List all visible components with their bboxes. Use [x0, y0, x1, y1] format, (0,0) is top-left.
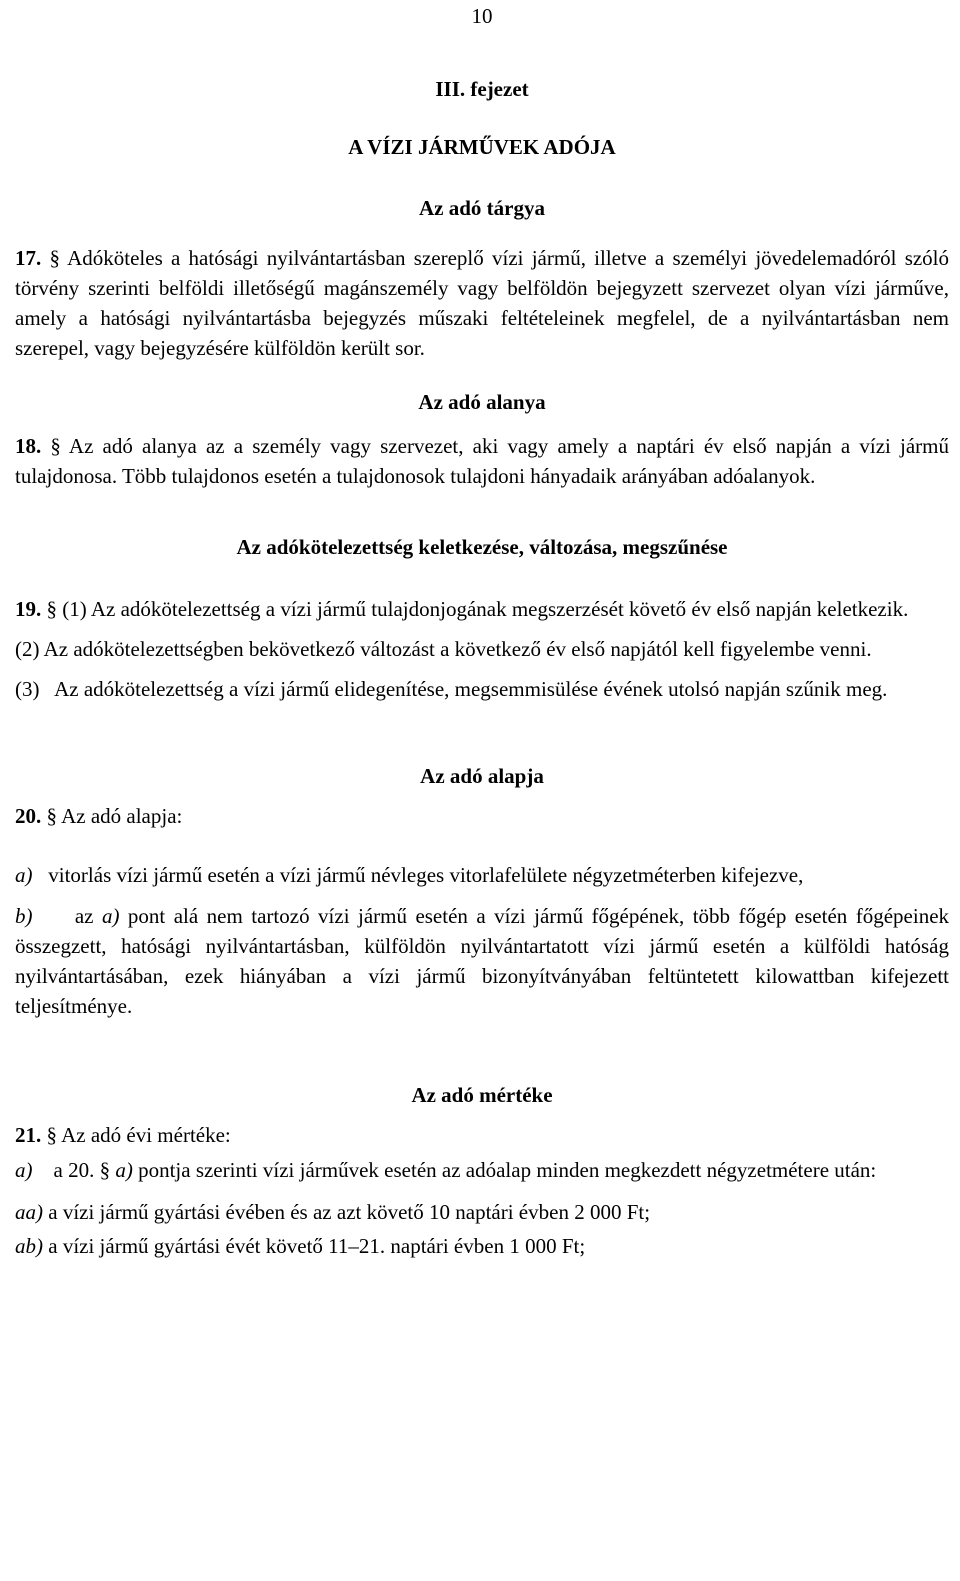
section-20-intro-text: Az adó alapja:: [61, 804, 183, 828]
point-a-label: a): [15, 863, 33, 887]
paragraph-sign: §: [50, 434, 61, 458]
page-number: 10: [471, 4, 493, 28]
section-17-body: Adóköteles a hatósági nyilvántartásban szereplő vízi jármű, illetve a személyi jövedelemadóról szóló törvény szerinti belföldi illetőségű magánszemély vagy belföldön bejegyzett szervezet olyan vízi járműve, amely a hatósági nyilvántartásba bejegyzés műszaki feltételeinek megfelel, de a nyilvántartásban nem szerepel, vagy bejegyzésére külföldön került sor.: [15, 246, 950, 360]
section-20-point-a: [15, 860, 949, 890]
section-19-heading: Az adókötelezettség keletkezése, változása, megszűnése: [236, 535, 728, 559]
point-aa-label: aa): [15, 1200, 43, 1224]
section-19-p1: [15, 594, 949, 624]
section-18-heading: Az adó alanya: [418, 390, 546, 414]
s21-point-a-ref: a): [115, 1158, 133, 1182]
section-21-point-aa: [15, 1197, 949, 1227]
section-21-intro-text: Az adó évi mértéke:: [61, 1123, 231, 1147]
section-17-heading: Az adó tárgya: [419, 196, 545, 220]
point-ab-label: ab): [15, 1234, 43, 1258]
section-18-number: 18.: [15, 434, 42, 458]
s21-point-a-pre: a 20.: [53, 1158, 95, 1182]
point-b-ref: a): [101, 904, 120, 928]
section-20-block: [15, 764, 949, 834]
chapter-number: III. fejezet: [435, 77, 529, 101]
point-b-text: pont alá nem tartozó vízi jármű esetén a vízi jármű főgépének, több főgép esetén főgépeinek összegzett, hatósági nyilvántartásban, külföldön nyilvántartatott vízi jármű esetén a külföldi hatóság nyilvántartásában, ezek hiányában a vízi jármű bizonyítványában feltüntetett kilowattban kifejezett teljesítménye.: [15, 904, 950, 1018]
paragraph-sign: §: [46, 597, 57, 621]
section-21-heading: Az adó mértéke: [411, 1083, 553, 1107]
paragraph-sign: §: [46, 1123, 57, 1147]
paragraph-sign: §: [46, 804, 57, 828]
point-a-text: vitorlás vízi jármű esetén a vízi jármű névleges vitorlafelülete négyzetméterben kifejezve,: [48, 863, 804, 887]
document-page: [15, 0, 949, 1261]
s21-point-a-text: pontja szerinti vízi járművek esetén az adóalap minden megkezdett négyzetmétere után:: [138, 1158, 877, 1182]
section-18-body: Az adó alanya az a személy vagy szervezet, aki vagy amely a naptári év első napján a vízi jármű tulajdonosa. Több tulajdonos esetén a tulajdonosok tulajdoni hányadaik arányában adóalanyok.: [15, 434, 950, 488]
section-21-point-ab: [15, 1231, 949, 1261]
point-b-label: b): [15, 904, 33, 928]
chapter-title: A VÍZI JÁRMŰVEK ADÓJA: [348, 135, 616, 159]
point-aa-text: a vízi jármű gyártási évében és az azt követő 10 naptári évben 2 000 Ft;: [48, 1200, 651, 1224]
section-19-p3: (3) Az adókötelezettség a vízi jármű elidegenítése, megsemmisülése évének utolsó napján szűnik meg.: [15, 677, 888, 701]
section-20-number: 20.: [15, 804, 42, 828]
section-19-p1-body: (1) Az adókötelezettség a vízi jármű tulajdonjogának megszerzését követő év első napján keletkezik.: [62, 597, 909, 621]
point-ab-text: a vízi jármű gyártási évét követő 11–21. naptári évben 1 000 Ft;: [48, 1234, 586, 1258]
section-20-heading: Az adó alapja: [420, 764, 544, 788]
point-b-pre: az: [74, 904, 94, 928]
section-19-number: 19.: [15, 597, 42, 621]
section-18-text: [15, 431, 949, 491]
section-21-intro: [15, 1123, 231, 1148]
section-21-block: [15, 1083, 949, 1153]
paragraph-sign: §: [49, 246, 60, 270]
s21-point-a-label: a): [15, 1158, 33, 1182]
section-21-number: 21.: [15, 1123, 42, 1147]
section-17-text: [15, 243, 949, 363]
section-21-point-a: [15, 1155, 949, 1185]
section-17-number: 17.: [15, 246, 42, 270]
section-20-intro: [15, 804, 182, 829]
section-20-point-b: [15, 901, 949, 1021]
section-19-p2: (2) Az adókötelezettségben bekövetkező változást a következő év első napjától kell figyelembe venni.: [15, 637, 872, 661]
paragraph-sign: §: [99, 1158, 111, 1182]
